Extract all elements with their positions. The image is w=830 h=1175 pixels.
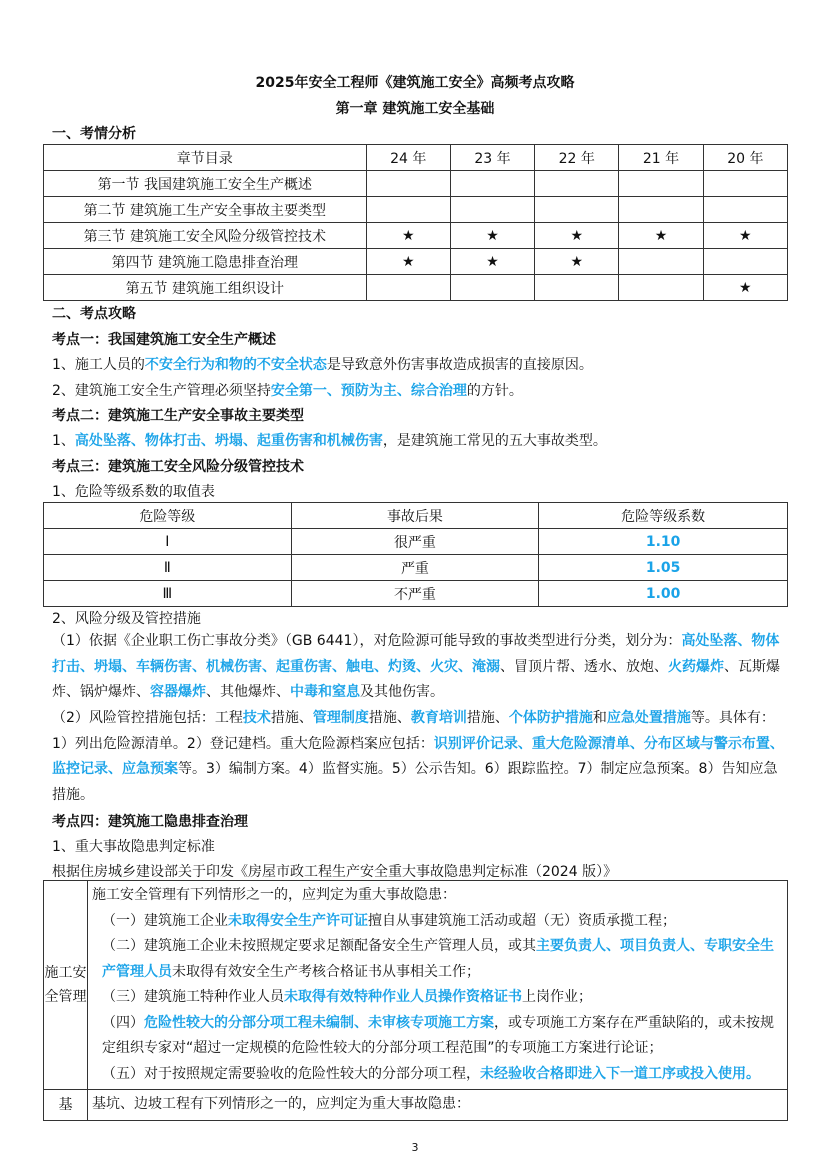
risk-grading-subheading: 2、风险分级及管控措施: [52, 611, 201, 627]
key-point-1-line-1: [52, 354, 593, 374]
star-cell: ★: [450, 249, 534, 275]
standard-basis-line: 根据住房城乡建设部关于印发《房屋市政工程生产安全重大事故隐患判定标准（2024 版）》: [52, 864, 618, 880]
risk-level-cell: Ⅲ: [44, 581, 292, 607]
text-run: 等。3）编制方案。4）监督实施。5）公示告知。6）跟踪监控。7）制定应急预案。8）告知应急措施。: [52, 761, 778, 803]
text-run: （三）建筑施工特种作业人员: [102, 989, 284, 1005]
star-cell: ★: [450, 223, 534, 249]
text-run: 措施、: [368, 710, 411, 726]
star-cell: [619, 275, 703, 301]
table-header-cell: 24 年: [366, 145, 450, 171]
category-content-cell: [88, 881, 788, 1090]
star-cell: [535, 197, 619, 223]
text-run: 措施、: [466, 710, 509, 726]
table-row: [44, 223, 788, 249]
table-header-cell: 23 年: [450, 145, 534, 171]
text-run: 及其他伤害。: [360, 684, 444, 700]
star-cell: [619, 171, 703, 197]
table-header-cell: 危险等级系数: [539, 503, 788, 529]
table-row: [44, 881, 788, 1090]
text-run: 、冒顶片帮、透水、放炮、: [500, 658, 668, 675]
control-measures-paragraph: [52, 706, 788, 808]
highlight-text: 安全第一、预防为主、综合治理: [270, 383, 467, 399]
text-run: ，或专项施工方案存在严重缺陷的，或未按规定组织专家对“超过一定规模的危险性较大的分部分项工程范围”的专项施工方案进行论证；: [102, 1014, 774, 1056]
highlight-text: 高处坠落、物体打击、坍塌、车辆伤害、机械伤害、起重伤害、触电、灼烫、火灾、淹溺: [52, 633, 780, 675]
coefficient-cell: 1.00: [539, 581, 788, 607]
coefficient-cell: 1.10: [539, 529, 788, 555]
highlight-text: 未取得安全生产许可证: [228, 912, 368, 929]
text-run: ，是建筑施工常见的五大事故类型。: [382, 433, 607, 449]
chapter-title: 第一章 建筑施工安全基础: [335, 101, 495, 117]
star-cell: ★: [619, 223, 703, 249]
accident-classification-paragraph: [52, 629, 788, 706]
highlight-text: 危险性较大的分部分项工程未编制、未审核专项施工方案: [144, 1014, 494, 1031]
text-run: 2、建筑施工安全生产管理必须坚持: [52, 383, 271, 399]
star-cell: ★: [366, 223, 450, 249]
star-cell: ★: [366, 249, 450, 275]
table-row: [44, 197, 788, 223]
table-header-cell: 事故后果: [291, 503, 539, 529]
risk-level-cell: Ⅰ: [44, 529, 292, 555]
star-cell: [366, 275, 450, 301]
table-header-cell: 21 年: [619, 145, 703, 171]
key-point-1-line-2: [52, 380, 523, 400]
risk-level-cell: Ⅱ: [44, 555, 292, 581]
highlight-text: 中毒和窒息: [290, 684, 360, 700]
highlight-text: 教育培训: [410, 710, 467, 726]
key-point-2-line-1: [52, 430, 607, 450]
highlight-text: 主要负责人、项目负责人、专职安全生产管理人员: [102, 938, 774, 980]
text-run: （四）: [102, 1014, 144, 1031]
text-run: 1、: [52, 433, 75, 449]
highlight-text: 个体防护措施: [508, 710, 593, 726]
consequence-cell: 严重: [291, 555, 539, 581]
section-heading-strategy: 二、考点攻略: [52, 306, 136, 322]
table-row: [44, 1090, 788, 1121]
table-header-cell: 20 年: [703, 145, 787, 171]
text-run: （五）对于按照规定需要验收的危险性较大的分部分项工程，: [102, 1065, 480, 1082]
star-cell: ★: [703, 223, 787, 249]
star-cell: [450, 171, 534, 197]
category-label-cell: 基: [44, 1090, 88, 1121]
text-run: 、其他爆炸、: [206, 684, 290, 700]
key-point-4-heading: 考点四：建筑施工隐患排查治理: [52, 814, 248, 830]
hazard-item: [92, 1062, 783, 1088]
highlight-text: 应急处置措施: [606, 710, 691, 726]
star-cell: [535, 275, 619, 301]
table-row: [44, 275, 788, 301]
text-run: 上岗作业；: [522, 989, 592, 1005]
star-cell: ★: [703, 275, 787, 301]
consequence-cell: 很严重: [291, 529, 539, 555]
text-run: 、瓦斯爆炸、锅炉爆炸、: [52, 658, 780, 700]
section-name-cell: 第二节 建筑施工生产安全事故主要类型: [44, 197, 367, 223]
table-header-row: [44, 503, 788, 529]
table-row: [44, 555, 788, 581]
table-row: [44, 249, 788, 275]
hazard-item: [92, 1011, 783, 1062]
star-cell: [703, 249, 787, 275]
text-run: 措施、: [270, 710, 313, 726]
table-row: [44, 581, 788, 607]
text-run: 是导致意外伤害事故造成损害的直接原因。: [326, 357, 593, 373]
table-header-row: [44, 145, 788, 171]
star-cell: [619, 197, 703, 223]
star-cell: [619, 249, 703, 275]
consequence-cell: 不严重: [291, 581, 539, 607]
text-run: （2）风险管控措施包括：工程: [52, 710, 243, 726]
highlight-text: 技术: [242, 710, 271, 726]
section-name-cell: 第四节 建筑施工隐患排查治理: [44, 249, 367, 275]
highlight-text: 容器爆炸: [150, 684, 206, 700]
text-run: 和: [592, 710, 607, 726]
text-run: 擅自从事建筑施工活动或超（无）资质承揽工程；: [368, 912, 676, 929]
star-cell: [535, 171, 619, 197]
table-header-cell: 章节目录: [44, 145, 367, 171]
highlight-text: 未经验收合格即进入下一道工序或投入使用。: [480, 1065, 760, 1082]
table-row: [44, 529, 788, 555]
section-name-cell: 第一节 我国建筑施工安全生产概述: [44, 171, 367, 197]
star-cell: [703, 171, 787, 197]
star-cell: ★: [535, 223, 619, 249]
section-name-cell: 第三节 建筑施工安全风险分级管控技术: [44, 223, 367, 249]
document-title: 2025年安全工程师《建筑施工安全》高频考点攻略: [255, 75, 575, 91]
key-point-1-heading: 考点一：我国建筑施工安全生产概述: [52, 332, 276, 348]
hazard-item: [92, 934, 783, 985]
text-run: （一）建筑施工企业: [102, 912, 228, 929]
risk-coefficient-subheading: 1、危险等级系数的取值表: [52, 484, 215, 500]
highlight-text: 未取得有效特种作业人员操作资格证书: [284, 989, 522, 1005]
star-cell: [366, 197, 450, 223]
highlight-text: 不安全行为和物的不安全状态: [144, 357, 327, 373]
text-run: （二）建筑施工企业未按照规定要求足额配备安全生产管理人员，或其: [102, 938, 536, 954]
coefficient-cell: 1.05: [539, 555, 788, 581]
star-cell: [366, 171, 450, 197]
star-cell: [450, 197, 534, 223]
table-header-cell: 22 年: [535, 145, 619, 171]
highlight-text: 管理制度: [312, 710, 369, 726]
page-number: 3: [411, 1141, 419, 1154]
major-hazard-subheading: 1、重大事故隐患判定标准: [52, 839, 215, 855]
risk-coefficient-table: [43, 502, 788, 607]
hazard-item: [92, 909, 783, 935]
table-row: [44, 171, 788, 197]
intro-text: 施工安全管理有下列情形之一的，应判定为重大事故隐患：: [92, 887, 456, 903]
hazard-item: [92, 985, 783, 1011]
highlight-text: 识别评价记录、重大危险源清单、分布区域与警示布置、监控记录、应急预案: [52, 735, 784, 777]
exam-analysis-table: [43, 144, 788, 301]
text-run: 的方针。: [466, 383, 523, 399]
text-run: 等。具体有：1）列出危险源清单。2）登记建档。重大危险源档案应包括：: [52, 710, 775, 752]
highlight-text: 高处坠落、物体打击、坍塌、起重伤害和机械伤害: [74, 433, 383, 449]
text-run: （1）依据《企业职工伤亡事故分类》（GB 6441），对危险源可能导致的事故类型进行分类，划分为：: [52, 633, 682, 649]
key-point-2-heading: 考点二：建筑施工生产安全事故主要类型: [52, 408, 304, 424]
star-cell: [703, 197, 787, 223]
table-header-cell: 危险等级: [44, 503, 292, 529]
text-run: 1、施工人员的: [52, 357, 145, 373]
text-run: 未取得有效安全生产考核合格证书从事相关工作；: [172, 963, 480, 980]
section-heading-analysis: 一、考情分析: [52, 126, 136, 142]
category-content-cell: 基坑、边坡工程有下列情形之一的，应判定为重大事故隐患：: [88, 1090, 788, 1121]
star-cell: [450, 275, 534, 301]
highlight-text: 火药爆炸: [668, 658, 724, 675]
major-hazard-table: [43, 880, 788, 1121]
star-cell: ★: [535, 249, 619, 275]
key-point-3-heading: 考点三：建筑施工安全风险分级管控技术: [52, 459, 304, 475]
category-label-cell: 施工安全管理: [44, 881, 88, 1090]
section-name-cell: 第五节 建筑施工组织设计: [44, 275, 367, 301]
